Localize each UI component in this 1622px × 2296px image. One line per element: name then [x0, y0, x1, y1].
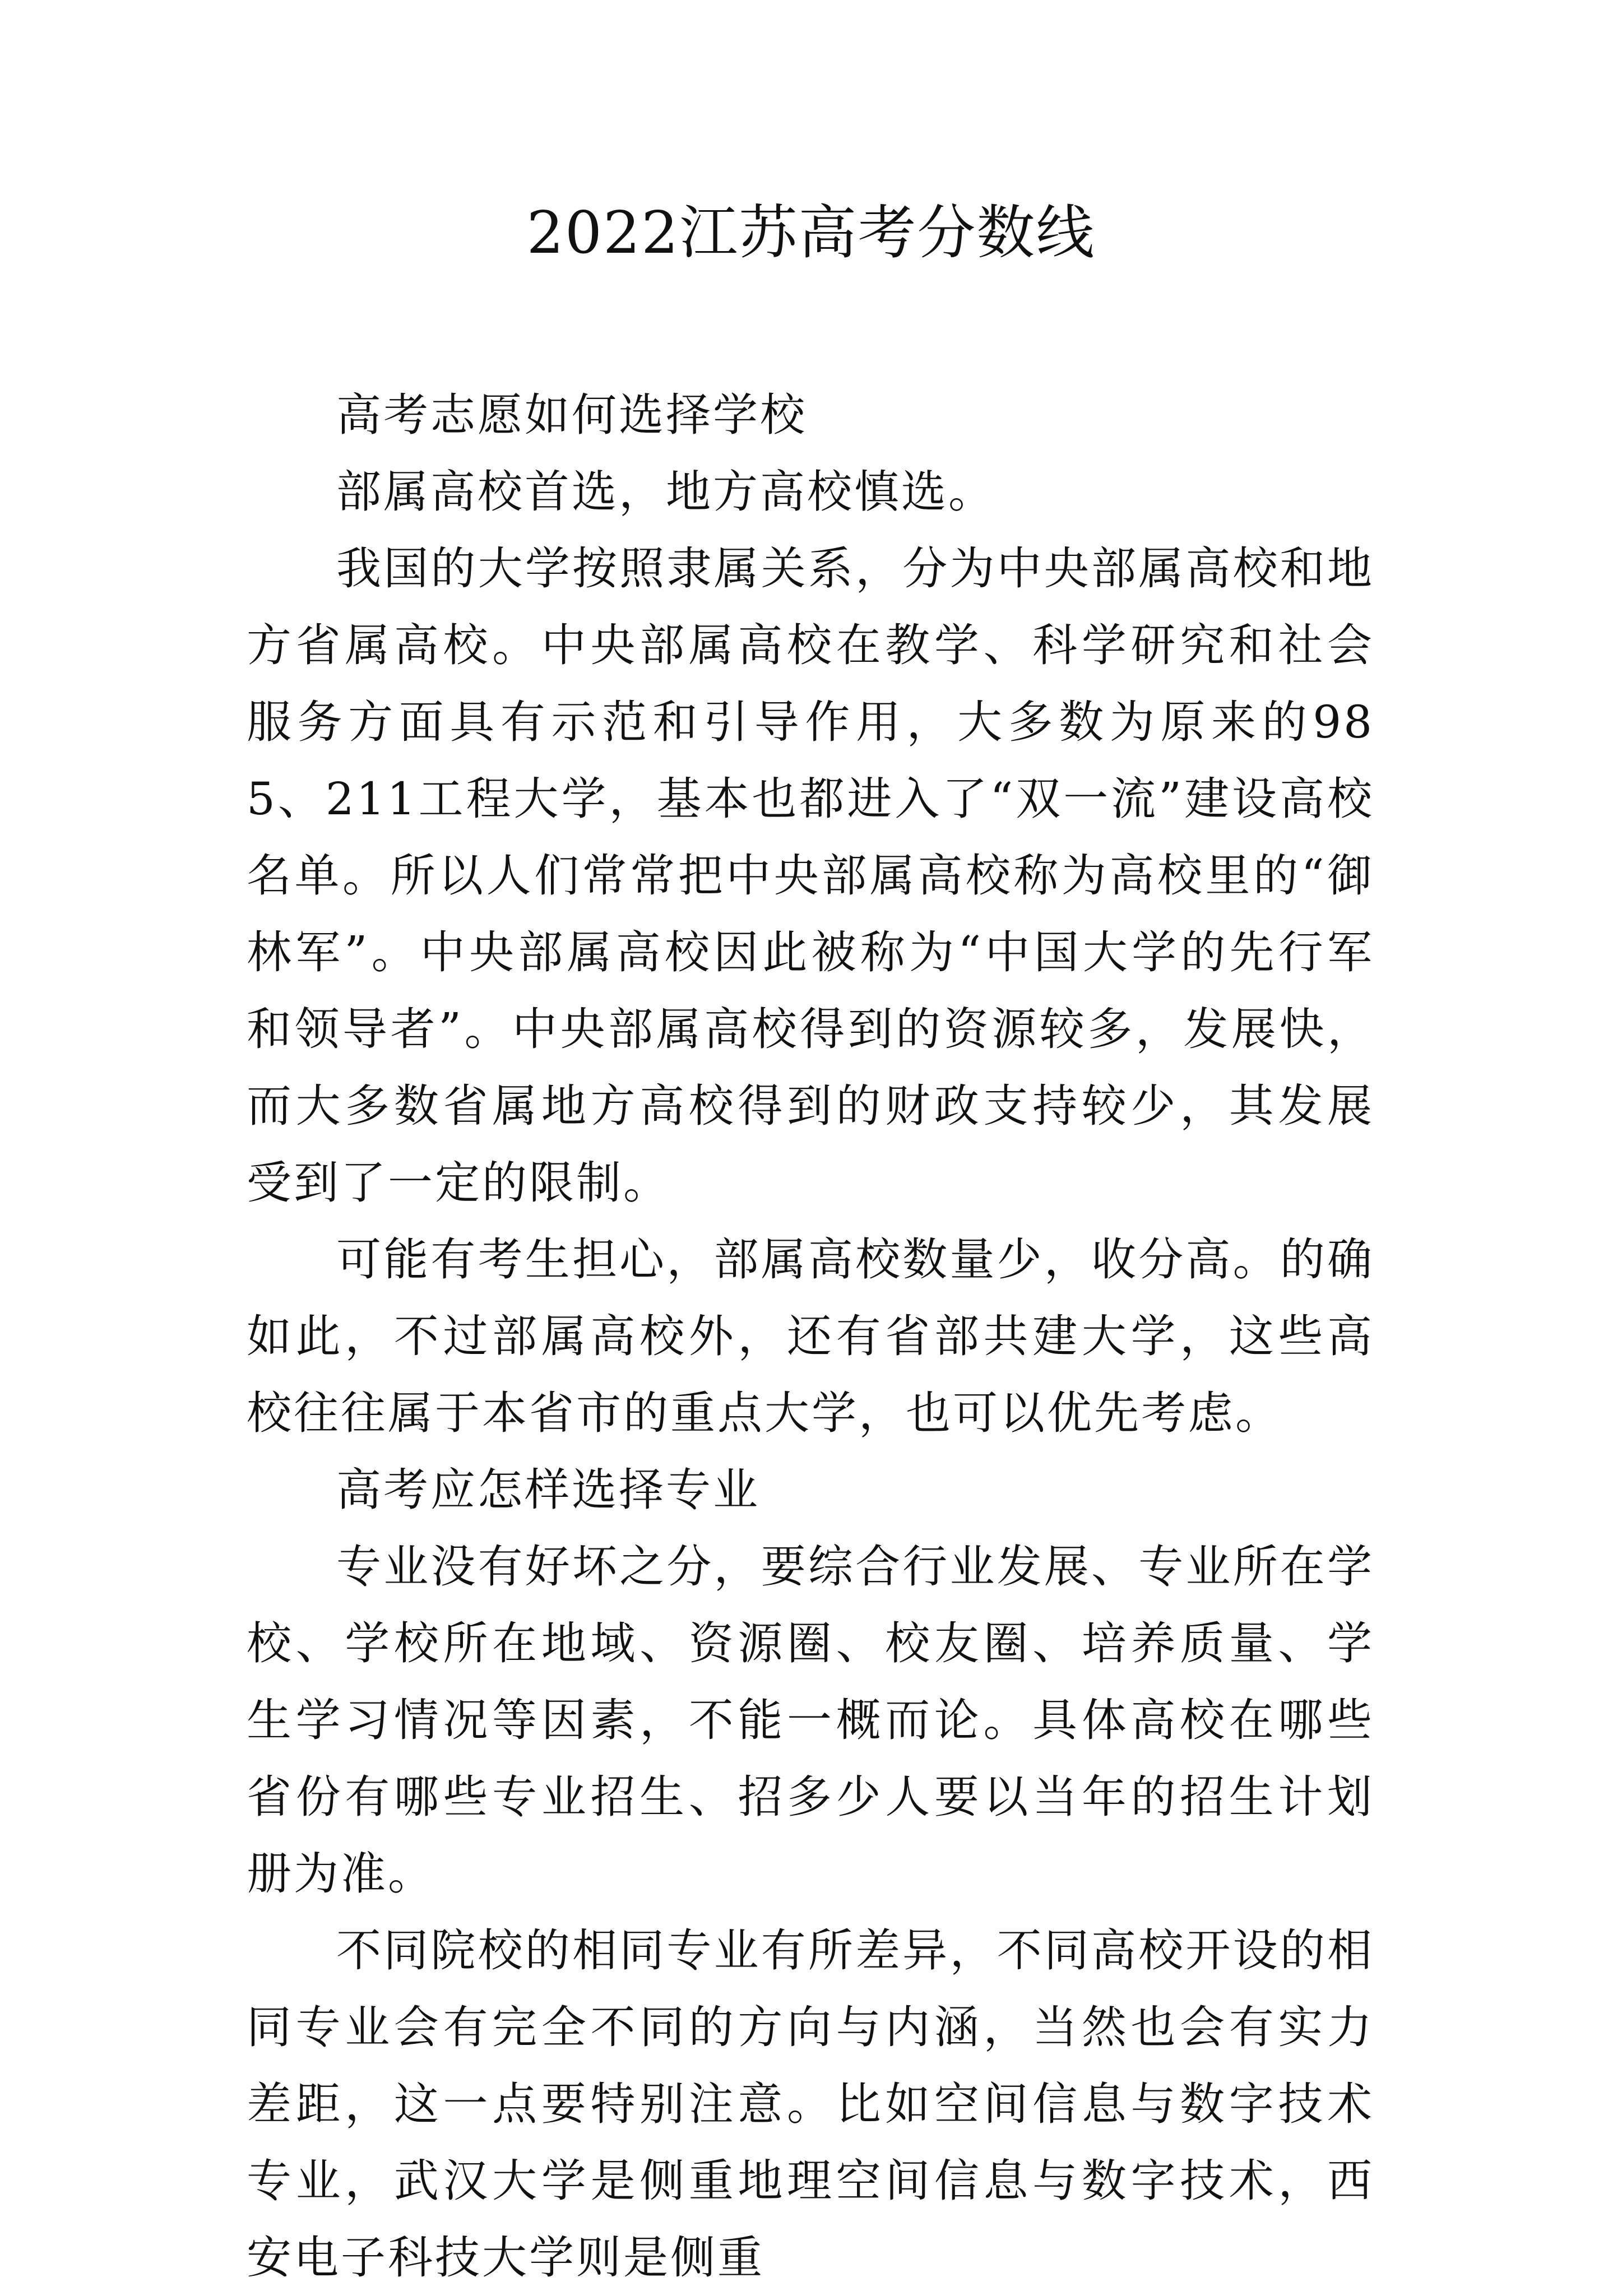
paragraph-heading-school-choice: 高考志愿如何选择学校 [336, 389, 807, 441]
paragraph-school-advice: 部属高校首选，地方高校慎选。 [336, 466, 995, 518]
paragraph-university-affiliation: 我国的大学按照隶属关系，分为中央部属高校和地方省属高校。中央部属高校在教学、科学研究和社会服务方面具有示范和引导作用，大多数为原来的985、211工程大学，基本也都进入了“双一流”建设高校名单。所以人们常常把中央部属高校称为高校里的“御林军”。中央部属高校因此被称为“中国大学的先行军和领导者”。中央部属高校得到的资源较多，发展快，而大多数省属地方高校得到的财政支持较少，其发展受到了一定的限制。 [247, 542, 1374, 1209]
paragraph-heading-major-choice: 高考应怎样选择专业 [336, 1464, 760, 1516]
paragraph-major-differences: 不同院校的相同专业有所差异，不同高校开设的相同专业会有完全不同的方向与内涵，当然也会有实力差距，这一点要特别注意。比如空间信息与数字技术专业，武汉大学是侧重地理空间信息与数字技术，西安电子科技大学则是侧重 [247, 1924, 1374, 2284]
paragraph-major-factors: 专业没有好坏之分，要综合行业发展、专业所在学校、学校所在地域、资源圈、校友圈、培养质量、学生学习情况等因素，不能一概而论。具体高校在哪些省份有哪些专业招生、招多少人要以当年的招生计划册为准。 [247, 1541, 1374, 1900]
document-body [247, 377, 1374, 2296]
document-title: 2022江苏高考分数线 [526, 198, 1096, 267]
paragraph-admission-concern: 可能有考生担心，部属高校数量少，收分高。的确如此，不过部属高校外，还有省部共建大学，这些高校往往属于本省市的重点大学，也可以优先考虑。 [247, 1233, 1374, 1439]
